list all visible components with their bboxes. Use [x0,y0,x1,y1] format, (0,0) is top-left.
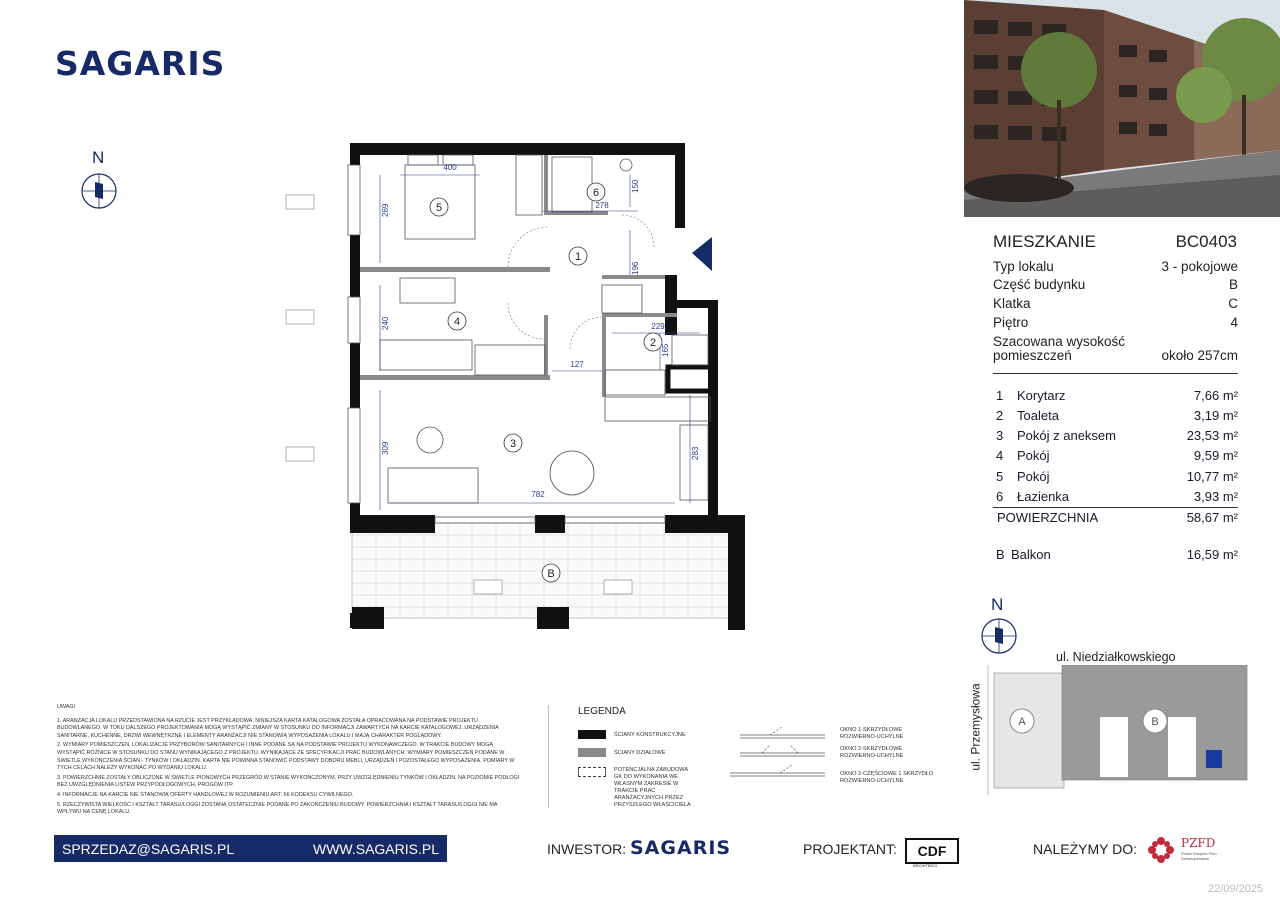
divider [548,705,549,808]
website-link[interactable]: WWW.SAGARIS.PL [312,841,439,857]
room-num: 2 [996,408,1004,423]
compass-label: N [92,148,105,167]
detail-value: C [1228,296,1238,311]
room-area: 3,19 m² [1193,408,1238,423]
street-left: ul. Przemysłowa [968,683,983,771]
room-number-3: 3 [509,438,517,450]
entrance-arrow-icon [692,237,712,271]
dim-229: 229 [651,322,665,331]
note-2: 2. WYMIARY POMIESZCZEŃ, LOKALIZACJE PRZYBORÓW SANITARNYCH I INNE PODANE SĄ NA PODSTAWIE PROJEKTU WYKONAWCZEGO. W TRAKCIE BUDOWY MOGĄ WYSTĄPIĆ RÓŻNICE W STOSUNKU DO STANU WYNIKAJĄCEGO Z PROJEKTU, WYNIKAJĄCE ZE SPECYFIKACJI PRAC BUDOWLANYCH. WYMIARY POMIESZCZEŃ PODANE W ŚWIETLE WYKOŃCZENIA ŚCIAN - TYNKÓW I OKŁADZIN. KARTA NIE POWINNA STANOWIĆ PODSTAWY DOBORU MEBLI, URZĄDZEŃ I POZOSTAŁEGO WYPOSAŻENIA. POMIARY W TYCH CELACH NALEŻY WYKONAĆ PO WYDANIU LOKALU. [57,742,515,772]
room-num: 3 [996,428,1004,443]
designer-logo [905,838,959,864]
notes-heading: UWAGI [57,704,76,710]
room-row [993,428,1238,446]
legend-window-3: OKNO 2-CZĘŚCIOWE 1 SKRZYDŁO ROZWIERNO-UCHYLNE [840,771,934,784]
note-5: 5. RZECZYWISTA WIELKOŚĆ I KSZTAŁT TARASU/LOGGI ZOSTANĄ OSTATECZNIE PODANE PO ZAKOŃCZENIU BUDOWY. POWIERZCHNIA I KSZTAŁT TARASU/LOGGI NIE MA WPŁYWU NA CENĘ LOKALU. [57,801,498,816]
room-number-4: 4 [453,316,461,328]
room-area: 3,93 m² [1193,489,1238,504]
building-a-label: A [1018,716,1026,728]
room-area: 23,53 m² [1186,428,1238,443]
apartment-heading: MIESZKANIE [993,232,1096,251]
detail-staircase [993,296,1238,314]
detail-type [993,259,1238,277]
legend-label-partition: ŚCIANY DZIAŁOWE [614,750,666,756]
height-label-2: pomieszczeń [993,348,1072,363]
room-number-1: 1 [574,251,582,263]
partition-walls [360,155,677,397]
room-area: 9,59 m² [1193,448,1238,463]
balcony-num: B [996,547,1005,562]
note-1: 1. ARANŻACJA LOKALU PRZEDSTAWIONA NA RZUCIE JEST PRZYKŁADOWA. NINIEJSZA KARTA KATALOGOWA ZOSTAŁA OPRACOWANA NA PODSTAWIE PROJEKTU BUDOWLANEGO. W TOKU DALSZEGO PROJEKTOWANIA MOGĄ WYSTĄPIĆ ZMIANY W STOSUNKU DO INFORMACJI ZAWARTYCH NA KARCIE KATALOGOWEJ. URZĄDZENIA SANITARNE, KUCHENNE, DRZWI WEWNĘTRZNE I ELEMENTY ARANŻACJI NIE STANOWIĄ WYPOSAŻENIA LOKALU I MAJĄ CHARAKTER POGLĄDOWY. [57,717,499,739]
room-area: 10,77 m² [1186,469,1238,484]
legend-swatch-partition [578,748,606,757]
apartment-code: BC0403 [1175,232,1237,251]
brand-logo: SAGARIS [55,44,226,83]
window-legend-icons [730,725,830,785]
designer-logo-text: CDF [917,843,947,859]
balcony-name: Balkon [1011,547,1051,562]
date-stamp: 22/09/2025 [1208,883,1264,895]
dim-165: 165 [661,343,670,357]
height-value: około 257cm [1161,348,1238,363]
detail-floor [993,315,1238,333]
total-label: POWIERZCHNIA [997,510,1099,525]
room-area: 7,66 m² [1193,388,1238,403]
total-value: 58,67 m² [1186,510,1238,525]
legend-window-1: OKNO 1-SKRZYDŁOWE ROZWIERNO-UCHYLNE [840,727,904,740]
detail-building-part [993,277,1238,295]
street-top: ul. Niedziałkowskiego [1056,650,1176,664]
site-map [960,595,1260,800]
member-sub: Polski Związek Firm Deweloperskich [1181,851,1217,861]
room-row [993,408,1238,426]
room-name: Pokój [1017,469,1050,484]
room-name: Łazienka [1017,489,1070,504]
building-photo [964,0,1280,217]
room-name: Pokój [1017,448,1050,463]
designer-sub: ARCHITEKCI [913,863,938,868]
dim-150: 150 [631,179,640,193]
detail-value: 3 - pokojowe [1161,259,1238,274]
investor-label: INWESTOR: [547,841,627,857]
dim-196: 196 [631,261,640,275]
dim-309: 309 [381,441,390,455]
dim-278: 278 [595,201,609,210]
room-name: Toaleta [1017,408,1059,423]
height-label-1: Szacowana wysokość [993,334,1126,349]
compass-icon [80,172,118,210]
room-number-2: 2 [649,337,657,349]
detail-label: Część budynku [993,277,1086,292]
legend-heading: LEGENDA [578,706,626,717]
notes [57,704,522,817]
designer-label: PROJEKTANT: [803,841,897,857]
member-logo: PZFD [1181,836,1216,850]
detail-value: 4 [1230,315,1238,330]
room-row [993,469,1238,487]
legend-label-drywall: POTENCJALNA ZABUDOWA GK DO WYKONANIA WE WŁASNYM ZAKRESIE W TRAKCIE PRAC ARANŻACYJNYCH PRZEZ PRZYSZŁEGO WŁAŚCICIELA [614,767,691,808]
dim-127: 127 [570,360,584,369]
detail-label: Klatka [993,296,1031,311]
total-row [993,510,1238,528]
contact-bar [54,835,447,862]
room-number-balcony: B [547,568,555,580]
room-row [993,448,1238,466]
room-number-6: 6 [592,187,600,199]
dim-269: 269 [381,203,390,217]
room-name: Korytarz [1017,388,1066,403]
legend-swatch-drywall [578,767,606,777]
room-num: 4 [996,448,1004,463]
member-label: NALEŻYMY DO: [1033,841,1137,857]
room-num: 6 [996,489,1004,504]
floor-plan [280,135,760,635]
room-number-5: 5 [435,202,443,214]
room-num: 1 [996,388,1004,403]
room-row [993,388,1238,406]
note-3: 3. POWIERZCHNIE ZOSTAŁY OBLICZONE W ŚWIETLE PIONOWYCH PRZEGRÓD W STANIE WYKOŃCZONYM, PRZY UWZGLĘDNIENIU TYNKÓW I OKŁADZIN, NA POZIOMIE PODŁOGI BEZ UWZGLĘDNIENIA LISTEW PRZYPODŁOGOWYCH, PROGÓW ITP. [57,774,520,789]
divider [993,373,1238,374]
site-compass-icon [980,617,1018,655]
legend-swatch-structural [578,730,606,739]
building-b-label: B [1151,716,1159,728]
legend-label-structural: ŚCIANY KONSTRUKCYJNE [614,732,686,738]
balcony-area: 16,59 m² [1186,547,1238,562]
detail-label: Piętro [993,315,1029,330]
dim-782: 782 [531,490,545,499]
detail-label: Typ lokalu [993,259,1054,274]
site-plan [960,665,1260,795]
site-compass-label: N [991,595,1004,614]
investor-logo: SAGARIS [630,837,732,859]
legend-window-2: OKNO 2-SKRZYDŁOWE ROZWIERNO-UCHYLNE [840,746,904,759]
balcony-row [993,547,1238,565]
room-num: 5 [996,469,1004,484]
room-row [993,489,1238,507]
dim-400: 400 [443,163,457,172]
dim-283: 283 [691,446,700,460]
divider [993,507,1238,508]
dim-240: 240 [381,316,390,330]
pzfd-flower-icon [1146,835,1176,865]
room-name: Pokój z aneksem [1017,428,1116,443]
detail-value: B [1228,277,1238,292]
note-4: 4. INFORMACJE NA KARCIE NIE STANOWIĄ OFERTY HANDLOWEJ W ROZUMIENIU ART. 66 KODEKSU CYWILNEGO. [57,791,354,798]
email-link[interactable]: SPRZEDAZ@SAGARIS.PL [62,841,235,857]
compass [80,148,120,210]
